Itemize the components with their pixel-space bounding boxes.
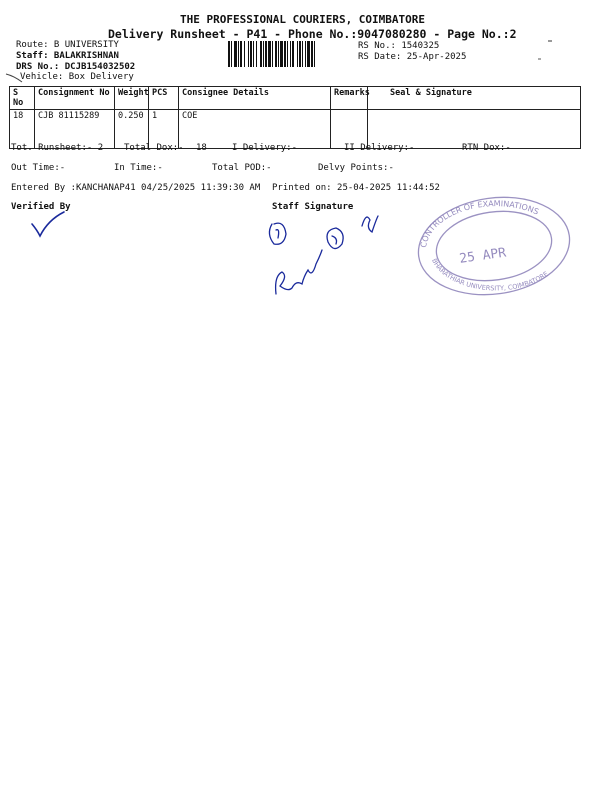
scan-mark: [538, 58, 541, 60]
tot-runsheet: Tot. Runsheet:- 2: [11, 143, 104, 153]
svg-text:CONTROLLER OF EXAMINATIONS: [419, 199, 540, 248]
cell-weight: 0.250: [115, 110, 149, 149]
col-header-consignment: Consignment No: [35, 87, 115, 110]
col-header-pcs: PCS: [149, 87, 179, 110]
col-header-sno: S No: [10, 87, 35, 110]
route-label: Route: B UNIVERSITY: [16, 40, 119, 50]
total-pod: Total POD:-: [212, 163, 272, 173]
total-dox-label: Total Dox:-: [124, 143, 184, 153]
rtn-dox: RTN Dox:-: [462, 143, 511, 153]
runsheet-title: Delivery Runsheet - P41 - Phone No.:9047080280 - Page No.:2: [108, 27, 517, 41]
stamp-ring-bottom-text: BHARATHIAR UNIVERSITY, COIMBATORE: [430, 257, 550, 293]
rs-number: RS No.: 1540325: [358, 41, 440, 51]
i-delivery: I Delivery:-: [232, 143, 298, 153]
stamp-ring-text: CONTROLLER OF EXAMINATIONS: [418, 199, 541, 249]
staff-signature-label: Staff Signature: [272, 202, 354, 212]
entered-by: Entered By :KANCHANAP41 04/25/2025 11:39:30 AM: [11, 183, 261, 193]
cell-consignment: CJB 81115289: [35, 110, 115, 149]
pen-mark: [4, 72, 24, 84]
rs-date: RS Date: 25-Apr-2025: [358, 52, 467, 62]
ii-delivery: II Delivery:-: [344, 143, 415, 153]
out-time: Out Time:-: [11, 163, 66, 173]
cell-sno: 18: [10, 110, 35, 149]
cell-pcs: 1: [149, 110, 179, 149]
handwritten-signature: [262, 206, 392, 311]
col-header-consignee: Consignee Details: [179, 87, 331, 110]
scan-mark: [548, 40, 552, 42]
col-header-weight: Weight: [115, 87, 149, 110]
cell-consignee: COE: [179, 110, 331, 149]
verified-by-label: Verified By: [11, 202, 71, 212]
col-header-remarks: Remarks: [331, 87, 368, 110]
delvy-points: Delvy Points:-: [318, 163, 394, 173]
in-time: In Time:-: [114, 163, 163, 173]
company-name: THE PROFESSIONAL COURIERS, COIMBATORE: [180, 13, 426, 26]
drs-label: DRS No.: DCJB154032502: [16, 62, 136, 72]
barcode: [228, 41, 354, 67]
printed-on: Printed on: 25-04-2025 11:44:52: [272, 183, 440, 193]
total-dox-value: 18: [196, 143, 207, 153]
staff-label: Staff: BALAKRISHNAN: [16, 51, 119, 61]
verified-tick-mark: [28, 210, 68, 242]
runsheet-table: [9, 86, 581, 149]
official-stamp: [414, 190, 574, 300]
stamp-date: 25 APR: [458, 245, 508, 267]
col-header-seal: Seal & Signature: [368, 87, 581, 110]
vehicle-label: Vehicle: Box Delivery: [20, 72, 134, 82]
